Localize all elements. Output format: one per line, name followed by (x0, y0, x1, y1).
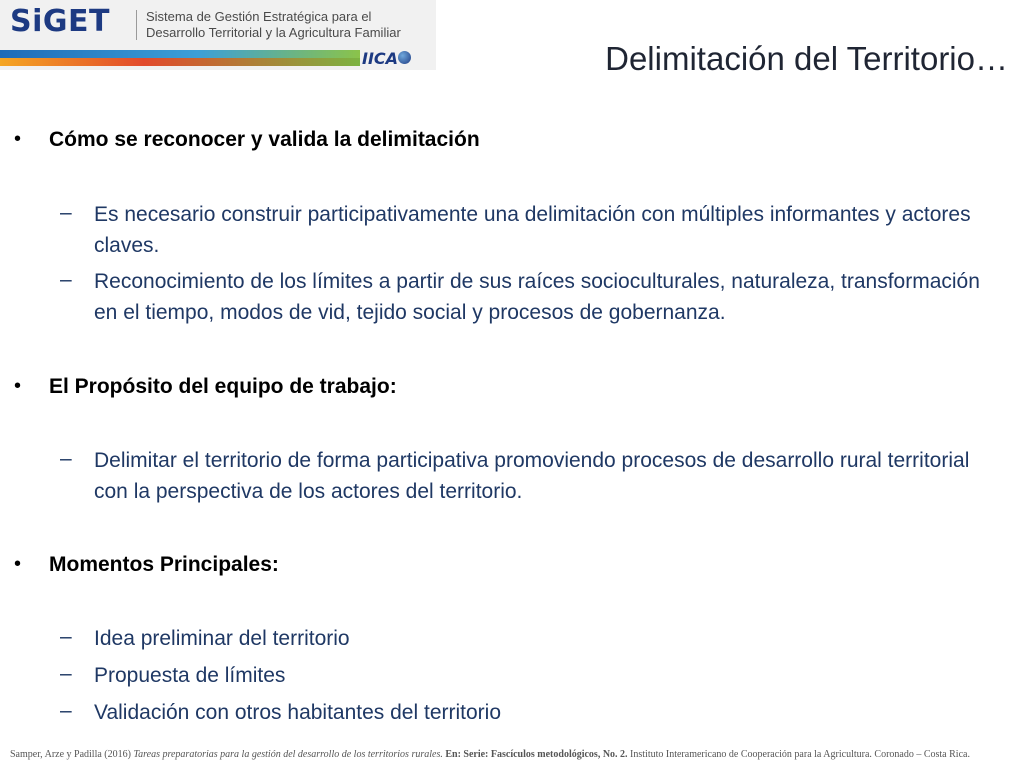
iica-logo: IICA (362, 49, 399, 68)
section-heading-1: Cómo se reconocer y valida la delimitación (49, 128, 480, 151)
banner-subtitle (146, 9, 401, 41)
list-item: Validación con otros habitantes del territorio (94, 701, 502, 724)
citation-title: Tareas preparatorias para la gestión del desarrollo de los territorios rurales. (133, 749, 443, 760)
bullet-icon: • (14, 553, 22, 575)
citation-authors: Samper, Arze y Padilla (2016) (10, 749, 134, 760)
dash-icon: – (60, 662, 72, 685)
list-item: Idea preliminar del territorio (94, 627, 350, 650)
dash-icon: – (60, 699, 72, 722)
list-item: Propuesta de límites (94, 664, 286, 687)
dash-icon: – (60, 268, 72, 291)
banner-subtitle-line1: Sistema de Gestión Estratégica para el (146, 9, 372, 24)
list-item: Es necesario construir participativamente una delimitación con múltiples informantes y actores claves. (94, 203, 971, 257)
stripe-orange (0, 58, 360, 66)
globe-icon (398, 51, 411, 64)
list-item: Reconocimiento de los límites a partir de sus raíces socioculturales, naturaleza, transformación en el tiempo, modos de vid, tejido social y procesos de gobernanza. (94, 270, 980, 324)
citation-footer (10, 749, 1014, 760)
dash-icon: – (60, 625, 72, 648)
banner-subtitle-line2: Desarrollo Territorial y la Agricultura Familiar (146, 25, 401, 40)
bullet-icon: • (14, 128, 22, 150)
banner-divider (136, 10, 137, 40)
slide-title: Delimitación del Territorio… (605, 40, 1008, 77)
siget-logo: SiGET (10, 4, 110, 39)
header-banner (0, 0, 436, 70)
bullet-icon: • (14, 375, 22, 397)
color-stripes (0, 50, 360, 66)
section-heading-2: El Propósito del equipo de trabajo: (49, 375, 397, 398)
citation-series: En: Serie: Fascículos metodológicos, No. 2. (442, 749, 628, 760)
list-item: Delimitar el territorio de forma participativa promoviendo procesos de desarrollo rural territorial con la perspectiva de los actores del territorio. (94, 449, 970, 503)
dash-icon: – (60, 201, 72, 224)
section-heading-3: Momentos Principales: (49, 553, 279, 576)
dash-icon: – (60, 447, 72, 470)
citation-publisher: Instituto Interamericano de Cooperación para la Agricultura. Coronado – Costa Rica. (627, 749, 970, 760)
stripe-blue (0, 50, 360, 58)
